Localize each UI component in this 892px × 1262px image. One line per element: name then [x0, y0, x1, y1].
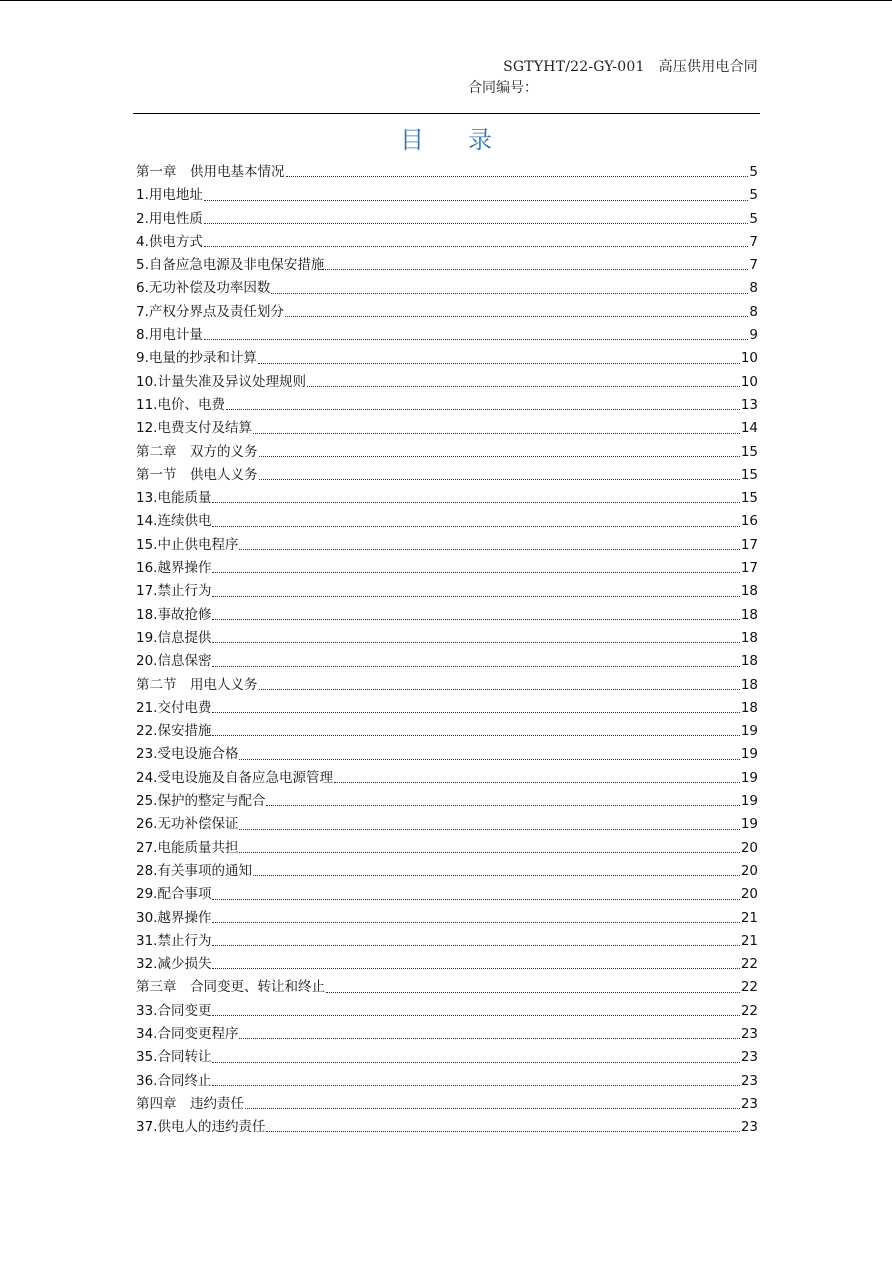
toc-entry-page-number: 18 — [740, 653, 758, 670]
toc-entry[interactable] — [136, 837, 758, 860]
toc-entry[interactable] — [136, 208, 758, 231]
toc-entry[interactable] — [136, 976, 758, 999]
toc-entry-label: 28.有关事项的通知 — [136, 862, 252, 879]
toc-entry[interactable] — [136, 580, 758, 603]
toc-entry[interactable] — [136, 161, 758, 184]
toc-entry-label: 22.保安措施 — [136, 723, 212, 740]
toc-leader-dots — [212, 899, 739, 900]
toc-entry[interactable] — [136, 767, 758, 790]
toc-entry-page-number: 23 — [740, 1025, 758, 1042]
toc-entry-page-number: 10 — [740, 350, 758, 367]
toc-entry-label: 10.计量失准及异议处理规则 — [136, 373, 306, 390]
toc-leader-dots — [212, 945, 739, 946]
toc-entry[interactable] — [136, 697, 758, 720]
toc-entry-page-number: 23 — [740, 1095, 758, 1112]
toc-leader-dots — [334, 782, 740, 783]
toc-entry-label: 2.用电性质 — [136, 210, 203, 227]
toc-entry-label: 6.无功补偿及功率因数 — [136, 280, 271, 297]
toc-entry-page-number: 17 — [740, 536, 758, 553]
toc-leader-dots — [285, 316, 749, 317]
toc-entry[interactable] — [136, 394, 758, 417]
toc-leader-dots — [226, 409, 740, 410]
toc-entry[interactable] — [136, 277, 758, 300]
toc-entry-page-number: 15 — [740, 443, 758, 460]
toc-entry-label: 5.自备应急电源及非电保安措施 — [136, 257, 325, 274]
toc-entry[interactable] — [136, 813, 758, 836]
toc-leader-dots — [307, 386, 740, 387]
toc-entry-page-number: 18 — [740, 629, 758, 646]
toc-entry-page-number: 19 — [740, 723, 758, 740]
toc-leader-dots — [212, 666, 739, 667]
toc-leader-dots — [212, 968, 739, 969]
toc-entry[interactable] — [136, 1116, 758, 1139]
toc-entry-page-number: 22 — [740, 979, 758, 996]
toc-entry[interactable] — [136, 907, 758, 930]
toc-entry-label: 第一节 供电人义务 — [136, 466, 258, 483]
toc-entry[interactable] — [136, 441, 758, 464]
toc-leader-dots — [212, 922, 739, 923]
toc-entry[interactable] — [136, 1046, 758, 1069]
toc-entry-page-number: 19 — [740, 746, 758, 763]
document-code: SGTYHT/22-GY-001 — [503, 59, 645, 75]
toc-entry-label: 17.禁止行为 — [136, 583, 212, 600]
toc-entry[interactable] — [136, 743, 758, 766]
toc-entry-page-number: 8 — [749, 280, 758, 297]
toc-entry-page-number: 18 — [740, 676, 758, 693]
toc-leader-dots — [271, 293, 748, 294]
toc-entry-label: 1.用电地址 — [136, 187, 203, 204]
toc-entry[interactable] — [136, 604, 758, 627]
toc-leader-dots — [204, 200, 749, 201]
toc-entry-label: 18.事故抢修 — [136, 606, 212, 623]
toc-leader-dots — [204, 223, 749, 224]
toc-entry[interactable] — [136, 557, 758, 580]
toc-entry[interactable] — [136, 1093, 758, 1116]
toc-leader-dots — [239, 759, 739, 760]
toc-entry[interactable] — [136, 534, 758, 557]
toc-entry-page-number: 15 — [740, 490, 758, 507]
toc-leader-dots — [326, 992, 740, 993]
toc-entry-label: 8.用电计量 — [136, 327, 203, 344]
toc-entry-label: 4.供电方式 — [136, 233, 203, 250]
toc-entry[interactable] — [136, 347, 758, 370]
toc-entry-page-number: 19 — [740, 816, 758, 833]
toc-entry[interactable] — [136, 184, 758, 207]
toc-entry-page-number: 8 — [749, 303, 758, 320]
toc-entry-page-number: 18 — [740, 699, 758, 716]
toc-leader-dots — [245, 1108, 740, 1109]
toc-entry-label: 9.电量的抄录和计算 — [136, 350, 257, 367]
toc-entry-page-number: 22 — [740, 956, 758, 973]
toc-entry[interactable] — [136, 1023, 758, 1046]
table-of-contents — [136, 161, 758, 1139]
toc-entry-label: 35.合同转让 — [136, 1049, 212, 1066]
toc-entry[interactable] — [136, 860, 758, 883]
toc-leader-dots — [212, 735, 739, 736]
toc-entry-label: 16.越界操作 — [136, 560, 212, 577]
page-top-border — [0, 0, 892, 1]
toc-entry-label: 13.电能质量 — [136, 490, 212, 507]
toc-leader-dots — [212, 642, 739, 643]
toc-entry[interactable] — [136, 1000, 758, 1023]
toc-entry[interactable] — [136, 254, 758, 277]
toc-entry[interactable] — [136, 324, 758, 347]
toc-entry-label: 第三章 合同变更、转让和终止 — [136, 979, 325, 996]
toc-entry-label: 11.电价、电费 — [136, 396, 225, 413]
toc-entry-label: 第四章 违约责任 — [136, 1095, 244, 1112]
toc-entry-label: 34.合同变更程序 — [136, 1025, 239, 1042]
contract-number-label: 合同编号： — [468, 80, 538, 96]
toc-leader-dots — [212, 1015, 739, 1016]
toc-leader-dots — [212, 1062, 739, 1063]
toc-entry[interactable] — [136, 301, 758, 324]
toc-leader-dots — [204, 246, 749, 247]
toc-entry-page-number: 20 — [740, 862, 758, 879]
toc-entry-label: 23.受电设施合格 — [136, 746, 239, 763]
toc-entry-page-number: 18 — [740, 606, 758, 623]
toc-entry-page-number: 23 — [740, 1049, 758, 1066]
toc-entry-label: 30.越界操作 — [136, 909, 212, 926]
toc-leader-dots — [286, 176, 749, 177]
toc-leader-dots — [266, 805, 739, 806]
toc-entry-page-number: 13 — [740, 396, 758, 413]
toc-leader-dots — [212, 619, 739, 620]
toc-entry[interactable] — [136, 371, 758, 394]
toc-leader-dots — [239, 829, 739, 830]
toc-entry-page-number: 16 — [740, 513, 758, 530]
toc-leader-dots — [239, 1038, 739, 1039]
toc-entry[interactable] — [136, 231, 758, 254]
toc-entry-label: 19.信息提供 — [136, 629, 212, 646]
header-divider — [133, 113, 760, 114]
toc-entry[interactable] — [136, 674, 758, 697]
toc-entry-label: 第一章 供用电基本情况 — [136, 164, 285, 180]
toc-entry[interactable] — [136, 883, 758, 906]
toc-entry-label: 26.无功补偿保证 — [136, 816, 239, 833]
toc-entry-label: 33.合同变更 — [136, 1002, 212, 1019]
toc-entry-label: 7.产权分界点及责任划分 — [136, 303, 284, 320]
toc-entry-page-number: 21 — [740, 932, 758, 949]
toc-entry-page-number: 18 — [740, 583, 758, 600]
toc-leader-dots — [266, 1131, 739, 1132]
toc-entry-label: 25.保护的整定与配合 — [136, 793, 266, 810]
toc-entry-page-number: 19 — [740, 793, 758, 810]
toc-leader-dots — [212, 502, 739, 503]
toc-entry-label: 36.合同终止 — [136, 1072, 212, 1089]
toc-entry-label: 31.禁止行为 — [136, 932, 212, 949]
toc-entry-label: 15.中止供电程序 — [136, 536, 239, 553]
toc-leader-dots — [259, 479, 740, 480]
toc-entry-page-number: 19 — [740, 769, 758, 786]
toc-leader-dots — [325, 269, 748, 270]
toc-entry-page-number: 14 — [740, 420, 758, 437]
toc-entry-page-number: 5 — [749, 164, 758, 180]
toc-entry-label: 29.配合事项 — [136, 886, 212, 903]
toc-leader-dots — [212, 712, 739, 713]
document-title: 高压供用电合同 — [658, 59, 758, 75]
toc-entry[interactable] — [136, 627, 758, 650]
toc-entry[interactable] — [136, 487, 758, 510]
toc-entry-page-number: 7 — [749, 257, 758, 274]
toc-entry-label: 32.减少损失 — [136, 956, 212, 973]
toc-entry-label: 第二章 双方的义务 — [136, 443, 258, 460]
toc-leader-dots — [212, 572, 739, 573]
toc-entry-label: 第二节 用电人义务 — [136, 676, 258, 693]
toc-entry[interactable] — [136, 720, 758, 743]
toc-entry[interactable] — [136, 1070, 758, 1093]
toc-entry[interactable] — [136, 930, 758, 953]
toc-leader-dots — [212, 526, 739, 527]
toc-entry-page-number: 5 — [749, 187, 758, 204]
toc-leader-dots — [239, 852, 739, 853]
toc-leader-dots — [258, 363, 740, 364]
toc-entry[interactable] — [136, 464, 758, 487]
toc-entry-page-number: 9 — [749, 327, 758, 344]
toc-leader-dots — [253, 875, 740, 876]
toc-entry-page-number: 23 — [740, 1119, 758, 1136]
toc-leader-dots — [212, 596, 739, 597]
toc-entry-label: 20.信息保密 — [136, 653, 212, 670]
toc-leader-dots — [259, 456, 740, 457]
toc-entry[interactable] — [136, 953, 758, 976]
toc-entry[interactable] — [136, 510, 758, 533]
toc-leader-dots — [253, 433, 740, 434]
toc-entry-page-number: 10 — [740, 373, 758, 390]
toc-entry[interactable] — [136, 417, 758, 440]
toc-entry-label: 12.电费支付及结算 — [136, 420, 252, 437]
toc-entry-label: 24.受电设施及自备应急电源管理 — [136, 769, 333, 786]
toc-entry-page-number: 22 — [740, 1002, 758, 1019]
toc-leader-dots — [204, 339, 749, 340]
toc-entry-page-number: 15 — [740, 466, 758, 483]
toc-entry-label: 37.供电人的违约责任 — [136, 1119, 266, 1136]
toc-title: 目录 — [400, 126, 536, 154]
toc-entry-page-number: 23 — [740, 1072, 758, 1089]
toc-entry-page-number: 20 — [740, 839, 758, 856]
toc-entry-label: 21.交付电费 — [136, 699, 212, 716]
toc-entry-page-number: 21 — [740, 909, 758, 926]
toc-entry-page-number: 20 — [740, 886, 758, 903]
toc-entry-page-number: 5 — [749, 210, 758, 227]
toc-entry[interactable] — [136, 790, 758, 813]
toc-leader-dots — [239, 549, 739, 550]
toc-leader-dots — [212, 1085, 739, 1086]
toc-entry-label: 27.电能质量共担 — [136, 839, 239, 856]
toc-entry-page-number: 7 — [749, 233, 758, 250]
toc-leader-dots — [259, 689, 740, 690]
toc-entry[interactable] — [136, 650, 758, 673]
running-header — [503, 56, 758, 76]
toc-entry-page-number: 17 — [740, 560, 758, 577]
toc-entry-label: 14.连续供电 — [136, 513, 212, 530]
